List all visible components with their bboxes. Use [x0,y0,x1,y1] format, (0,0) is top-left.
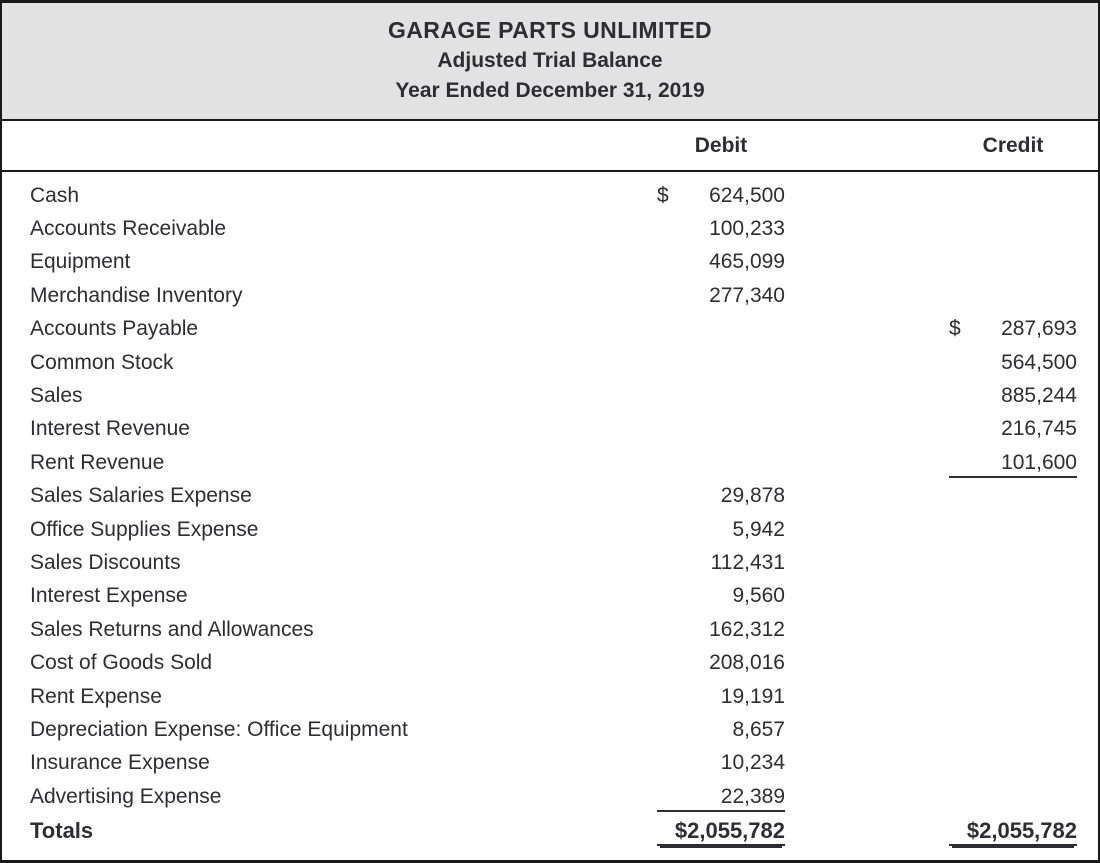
account-name: Accounts Receivable [30,217,227,241]
debit-value: 100,233 [709,217,785,241]
credit-amount [949,181,1077,211]
account-name: Accounts Payable [30,317,199,341]
credit-amount [949,548,1077,578]
debit-value: 162,312 [709,617,785,641]
credit-amount [949,581,1077,611]
account-row [2,680,1098,713]
account-row [2,480,1098,513]
debit-value: 277,340 [709,283,785,307]
column-header-row [2,121,1098,172]
debit-amount [657,381,785,411]
account-name: Cash [30,183,80,207]
debit-amount [657,581,785,611]
account-name: Equipment [30,250,131,274]
account-name: Sales Returns and Allowances [30,617,314,641]
debit-amount [657,448,785,478]
account-name: Advertising Expense [30,784,222,808]
credit-amount [949,481,1077,511]
account-row [2,446,1098,479]
credit-amount [949,715,1077,745]
credit-amount [949,682,1077,712]
document-header [2,3,1098,121]
debit-amount [657,348,785,378]
debit-amount [657,748,785,778]
debit-value: 624,500 [709,183,785,207]
totals-label: Totals [30,818,94,844]
debit-amount [657,682,785,712]
account-name: Rent Expense [30,684,162,708]
account-row [2,313,1098,346]
account-row [2,713,1098,746]
account-row [2,279,1098,312]
credit-value: 885,244 [1001,384,1077,408]
account-row [2,379,1098,412]
account-row [2,580,1098,613]
account-rows [2,172,1098,860]
rows-container [2,179,1098,813]
debit-amount [657,247,785,277]
credit-amount [949,281,1077,311]
debit-amount [657,214,785,244]
company-name: GARAGE PARTS UNLIMITED [388,17,712,43]
credit-amount [949,214,1077,244]
debit-value: 5,942 [732,517,785,541]
totals-debit-amount: $2,055,782 [657,816,785,846]
totals-row [2,813,1098,849]
account-row [2,747,1098,780]
credit-amount [949,782,1077,812]
account-name: Sales Salaries Expense [30,484,252,508]
debit-value: 10,234 [720,751,785,775]
debit-value: 465,099 [709,250,785,274]
debit-value: 9,560 [732,584,785,608]
account-name: Interest Revenue [30,417,190,441]
debit-amount [657,281,785,311]
account-name: Merchandise Inventory [30,283,243,307]
account-name: Cost of Goods Sold [30,651,213,675]
credit-amount [949,748,1077,778]
credit-amount [949,615,1077,645]
debit-value: 22,389 [720,784,785,808]
debit-column-header: Debit [694,133,748,157]
account-row [2,780,1098,813]
account-name: Office Supplies Expense [30,517,259,541]
report-period: Year Ended December 31, 2019 [395,79,705,102]
account-name: Insurance Expense [30,751,210,775]
credit-amount [949,448,1077,478]
credit-amount [949,648,1077,678]
credit-amount [949,515,1077,545]
debit-value: 208,016 [709,651,785,675]
account-name: Interest Expense [30,584,188,608]
debit-amount [657,715,785,745]
debit-value: 8,657 [732,717,785,741]
debit-value: 112,431 [710,550,785,574]
debit-value: 29,878 [720,484,785,508]
credit-amount [949,348,1077,378]
account-row [2,546,1098,579]
debit-amount [657,314,785,344]
debit-amount [657,648,785,678]
account-row [2,413,1098,446]
debit-value: 19,191 [720,684,785,708]
credit-column-header: Credit [982,133,1044,157]
report-title: Adjusted Trial Balance [437,49,663,72]
account-name: Depreciation Expense: Office Equipment [30,717,408,741]
account-name: Sales [30,384,83,408]
debit-amount [657,181,785,211]
debit-amount [657,615,785,645]
account-row [2,613,1098,646]
account-row [2,513,1098,546]
credit-value: 564,500 [1001,350,1077,374]
credit-amount [949,247,1077,277]
credit-value: 287,693 [1001,317,1077,341]
account-row [2,346,1098,379]
debit-amount [657,481,785,511]
credit-dollar-sign: $ [949,317,961,341]
account-row [2,179,1098,212]
debit-amount [657,548,785,578]
account-name: Common Stock [30,350,174,374]
credit-amount [949,414,1077,444]
totals-credit-amount: $2,055,782 [949,816,1077,846]
debit-amount [657,414,785,444]
debit-dollar-sign: $ [657,183,669,207]
account-row [2,246,1098,279]
credit-value: 101,600 [1001,450,1077,474]
debit-amount [657,782,785,812]
account-name: Rent Revenue [30,450,165,474]
account-name: Sales Discounts [30,550,181,574]
account-row [2,212,1098,245]
account-row [2,646,1098,679]
credit-amount [949,381,1077,411]
debit-amount [657,515,785,545]
credit-amount [949,314,1077,344]
credit-value: 216,745 [1001,417,1077,441]
